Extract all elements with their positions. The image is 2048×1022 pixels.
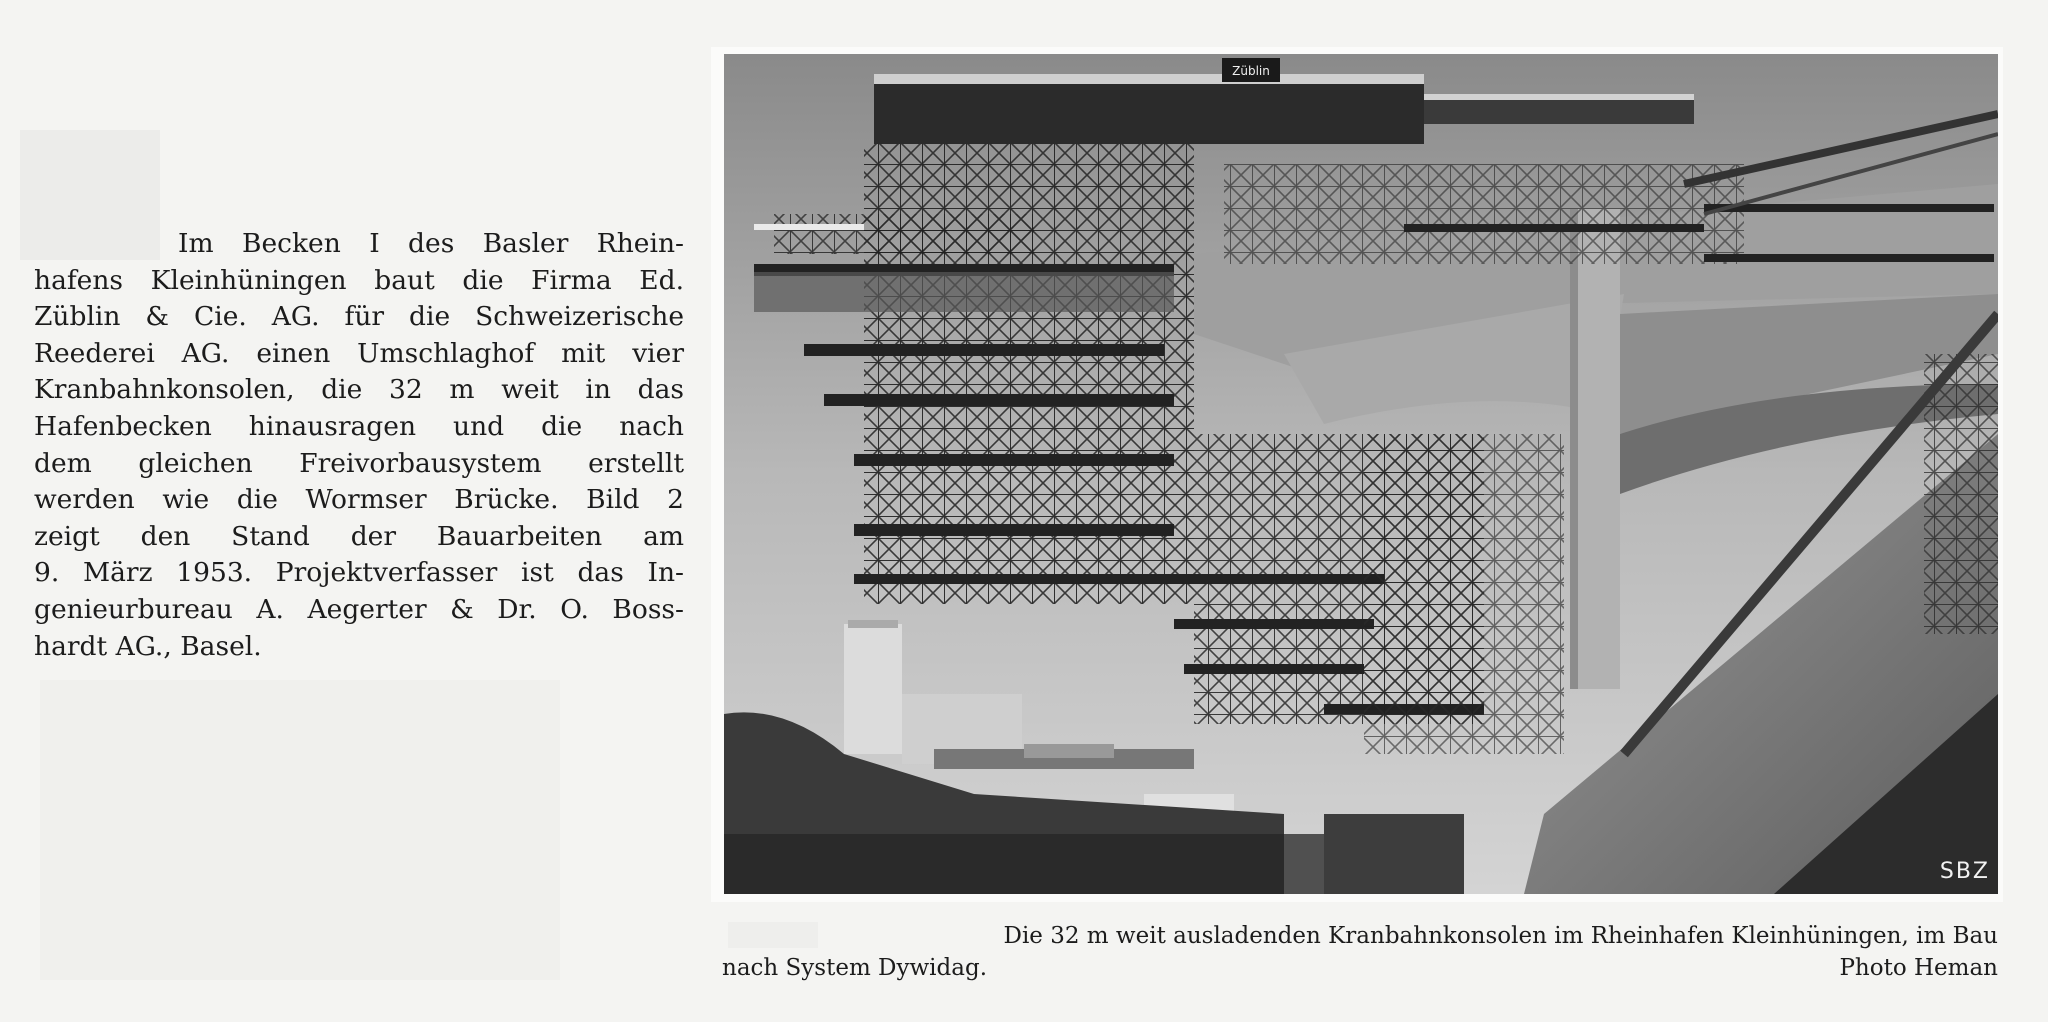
caption-line-1: Die 32 m weit ausladenden Kranbahnkonsolen im Rheinhafen Kleinhüningen, im Bau	[1003, 923, 1998, 949]
paragraph-line: Kranbahnkonsolen, die 32 m weit in das	[34, 374, 684, 406]
paragraph-line: Züblin & Cie. AG. für die Schweizerische	[34, 301, 684, 333]
zueblin-sign-text: Züblin	[1232, 64, 1270, 78]
article-paragraph	[34, 226, 684, 665]
figure-caption	[722, 920, 1998, 984]
paragraph-line: dem gleichen Freivorbausystem erstellt	[34, 447, 684, 479]
photo-illustration	[724, 54, 1998, 894]
paper-blotch	[40, 680, 560, 980]
paragraph-line: zeigt den Stand der Bauarbeiten am	[34, 520, 684, 552]
construction-photo	[724, 54, 1998, 894]
sbz-watermark: SBZ	[1939, 859, 1990, 884]
paragraph-line: Im Becken I des Basler Rhein-	[178, 228, 684, 259]
paragraph-line: hardt AG., Basel.	[34, 630, 262, 662]
caption-line-2: nach System Dywidag.	[722, 955, 988, 981]
paragraph-line: 9. März 1953. Projektverfasser ist das In-	[34, 557, 684, 589]
paragraph-line: werden wie die Wormser Brücke. Bild 2	[34, 484, 684, 516]
paragraph-line: genieurbureau A. Aegerter & Dr. O. Boss-	[34, 593, 684, 625]
caption-line-2-row	[722, 952, 1998, 984]
paragraph-line: Hafenbecken hinausragen und die nach	[34, 410, 684, 442]
photo-credit: Photo Heman	[1839, 955, 1998, 981]
paragraph-line: Reederei AG. einen Umschlaghof mit vier	[34, 337, 684, 369]
paragraph-line: hafens Kleinhüningen baut die Firma Ed.	[34, 264, 684, 296]
